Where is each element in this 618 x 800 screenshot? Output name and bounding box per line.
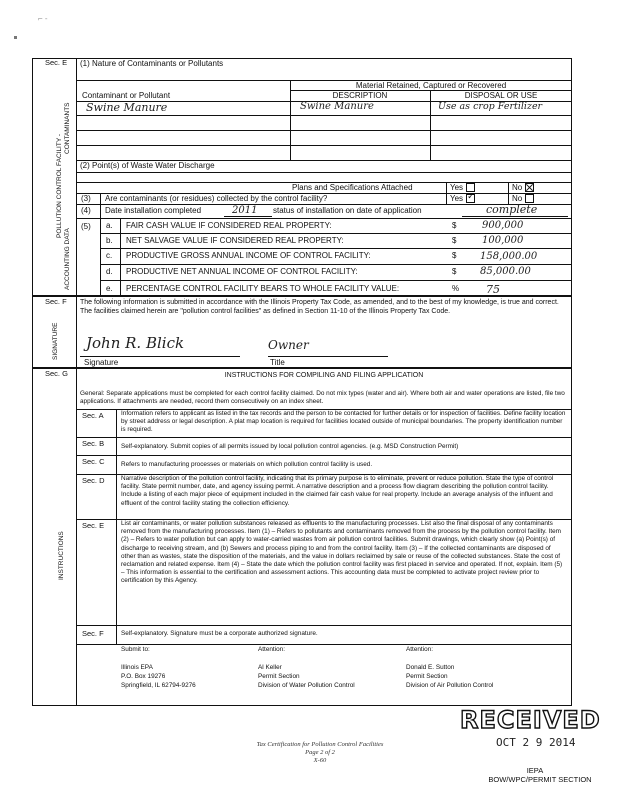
q5-item-unit: $ [452,221,457,230]
table-row-line-2 [76,115,572,116]
q3-no: No [512,194,534,204]
q5-item-unit: $ [452,236,457,245]
sec-f-label: Sec. F [45,297,67,306]
received-stamp [460,706,601,749]
q5-item-letter: e. [106,284,113,293]
submit-col1-head: Submit to: [121,646,150,653]
plans-no: No [512,183,534,193]
q3-yes: Yes✓ [450,194,475,204]
q5-item-value: 85,000.00 [480,266,531,277]
q3-text-dup: Are contaminants (or residues) collected by the control facility? [105,194,328,203]
instr-row-line-1 [76,437,572,438]
q5-item-c [100,248,572,265]
side-label-accounting: ACCOUNTING DATA [64,228,71,290]
footer [220,741,420,765]
title-line [268,356,388,357]
stamp-org2: BOW/WPC/PERMIT SECTION [488,775,592,784]
instr-text-e: List air contaminants, or water pollution substances released as effluents to the manufacturing processes. List also the final disposal of any contaminants removed from the manufacturing processes. Item (1) – Refers to pollutants and contaminants removed from the process by the pollution control facility. Item (2) – Refers to water pollution but can apply to water-carried wastes from air pollution control facilities. Submit drawings, which clearly show (a) Point(s) of discharge to receiving stream, and (b) Sewers and process piping to and from the control facility. Item (3) – If the collected contaminants are disposed of other than as wastes, state the disposition of the materials, and the value in dollars reclaimed by sale or reuse of the collected substances. State the cost of reclamation and related expense. Item (4) – State the date which the pollution control facility was first placed in service and operated. If not, explain. Item (5) – This information is essential to the certification and assessment actions. This accounting data must be completed to activate project review prior to certification by this Agency. [121,520,563,585]
stamp-date: OCT 2 9 2014 [496,736,576,749]
row1-description-value: Swine Manure [300,101,374,112]
scan-marks: ⌐ - [38,14,48,23]
col-disposal: DISPOSAL OR USE [464,91,538,100]
side-label-pollution: POLLUTION CONTROL FACILITY - [56,133,63,238]
submit-col3-line2: Permit Section [406,673,448,680]
instr-label-c: Sec. C [82,457,105,466]
submit-col3-line1: Donald E. Sutton [406,664,455,671]
table-row-line-4 [76,145,572,146]
side-label-contaminants: CONTAMINANTS [64,102,71,154]
q5-item-unit: $ [452,251,457,260]
q4-status-value: complete [486,203,538,216]
q5-item-letter: c. [106,251,113,260]
instr-text-b: Self-explanatory. Submit copies of all permits issued by local pollution control agencies. (e.g. MSD Construction Permit) [121,443,459,450]
q3-num: (3) [81,194,91,203]
instr-row-line-2 [76,455,572,456]
side-label-instructions: INSTRUCTIONS [58,531,65,580]
q5-item-value: 100,000 [482,235,524,246]
signature-value: John R. Blick [86,334,185,352]
q5-item-e [100,280,572,296]
instr-text-c: Refers to manufacturing processes or materials on which pollution control facility is used. [121,461,373,468]
q5-item-unit: % [452,284,460,293]
q5-item-value: 900,000 [482,220,524,231]
submit-col1-line2: P.O. Box 19276 [121,673,166,680]
stamp-org1: IEPA [526,766,544,775]
nature-title: (1) Nature of Contaminants or Pollutants [80,59,224,68]
instr-label-f: Sec. F [82,629,104,638]
submit-col2-line3: Division of Water Pollution Control [258,682,355,689]
signature-label: Signature [84,358,119,367]
q5-item-value: 158,000.00 [480,251,538,262]
plans-label: Plans and Specifications Attached [292,183,413,192]
submit-col2-line1: Al Keller [258,664,282,671]
side-label-signature: SIGNATURE [52,322,59,360]
instr-text-f: Self-explanatory. Signature must be a corporate authorized signature. [121,630,318,637]
q5-item-text: PRODUCTIVE NET ANNUAL INCOME OF CONTROL FACILITY: [126,267,358,276]
instructions-general: General: Separate applications must be completed for each control facility claimed. Do not mix types (water and air). Where both air and water operations are listed, file two applications. If attachments are needed, record them consecutively on an index sheet. [80,390,565,406]
q4-status-text: status of installation on date of application [273,206,422,215]
instr-text-d: Narrative description of the pollution control facility, indicating that its primary purpose is to eliminate, prevent or reduce pollution. State the type of control facility. State permit number, date, and agency issuing permit. A narrative description and a process flow diagram describing the pollution control facility. Include a listing of each major piece of equipment included in the claimed fair cash value for real property. Include an average analysis of the influent and effluent of the control facility stating the collection efficiency. [121,475,554,507]
submit-col2-line2: Permit Section [258,673,300,680]
q5-num: (5) [81,222,91,231]
table-row-line-3 [76,130,572,131]
q5-item-text: PERCENTAGE CONTROL FACILITY BEARS TO WHOLE FACILITY VALUE: [126,284,400,293]
instr-label-b: Sec. B [82,439,105,448]
q4-date-underline [224,216,272,217]
footer-line1: Tax Certification for Pollution Control Facilities [256,741,384,748]
section-e-label-divider [76,58,77,296]
section-g-label-divider [76,368,77,706]
sec-e-label: Sec. E [45,58,68,67]
q4-status-underline [462,216,568,217]
q4-text: Date installation completed [105,206,202,215]
submit-col1-line3: Springfield, IL 62794-9276 [121,682,196,689]
plans-yes: Yes [450,183,475,193]
footer-line3: X-60 [313,757,327,764]
points-line-1 [76,172,572,173]
title-value: Owner [268,338,309,352]
submit-col3-line3: Division of Air Pollution Control [406,682,494,689]
q5-item-a [100,218,572,234]
q5-item-text: FAIR CASH VALUE IF CONSIDERED REAL PROPERTY: [126,221,332,230]
title-label: Title [270,358,285,367]
q5-item-d [100,264,572,281]
instr-label-a: Sec. A [82,411,104,420]
q5-item-letter: a. [106,221,113,230]
instr-row-line-5 [76,625,572,626]
q3-yes-checkbox[interactable] [466,194,475,203]
row1-disposal-value: Use as crop Fertilizer [438,101,543,112]
submit-col1-line1: Illinois EPA [121,664,153,671]
col-contaminant: Contaminant or Pollutant [82,91,171,100]
q5-item-unit: $ [452,267,457,276]
section-f-label-divider [76,296,77,368]
signature-line [80,356,240,357]
section-f-statement: The following information is submitted in accordance with the Illinois Property Tax Code, as amended, and to the best of my knowledge, is true and correct. The facilities claimed herein are "pollution control facilities" as defined in Section 11-10 of the Illinois Property Tax Code. [80,299,559,315]
q5-item-letter: b. [106,236,113,245]
scan-dot [14,36,17,39]
q5-item-text: NET SALVAGE VALUE IF CONSIDERED REAL PROPERTY: [126,236,344,245]
q5-item-letter: d. [106,267,113,276]
q5-item-text: PRODUCTIVE GROSS ANNUAL INCOME OF CONTROL FACILITY: [126,251,371,260]
row1-contaminant-value: Swine Manure [86,101,168,114]
material-header: Material Retained, Captured or Recovered [355,81,507,90]
col-description: DESCRIPTION [332,91,388,100]
points-title: (2) Point(s) of Waste Water Discharge [80,161,215,170]
plans-no-checkbox[interactable] [525,183,534,192]
instr-label-e: Sec. E [82,521,105,530]
submit-col3-head: Attention: [406,646,434,653]
submit-col2-head: Attention: [258,646,286,653]
q4-num: (4) [81,206,91,215]
instr-label-divider [116,409,117,644]
q5-item-b [100,233,572,249]
instr-label-d: Sec. D [82,476,105,485]
q4-date-value: 2011 [232,205,258,216]
stamp-received-word: RECEIVED [460,706,601,734]
q5-item-value: 75 [486,283,500,296]
sec-g-label: Sec. G [45,369,68,378]
instr-text-a: Information refers to applicant as listed in the tax records and the person to be contacted for further details or for inspection of facilities. Define facility location by street address or legal description. A plat map location is required for facilities located outside of municipal boundaries. The property identification number is required. [121,410,566,434]
instr-row-line-6 [76,644,572,645]
instructions-heading: INSTRUCTIONS FOR COMPILING AND FILING APPLICATION [224,372,424,379]
footer-line2: Page 2 of 2 [305,749,335,756]
